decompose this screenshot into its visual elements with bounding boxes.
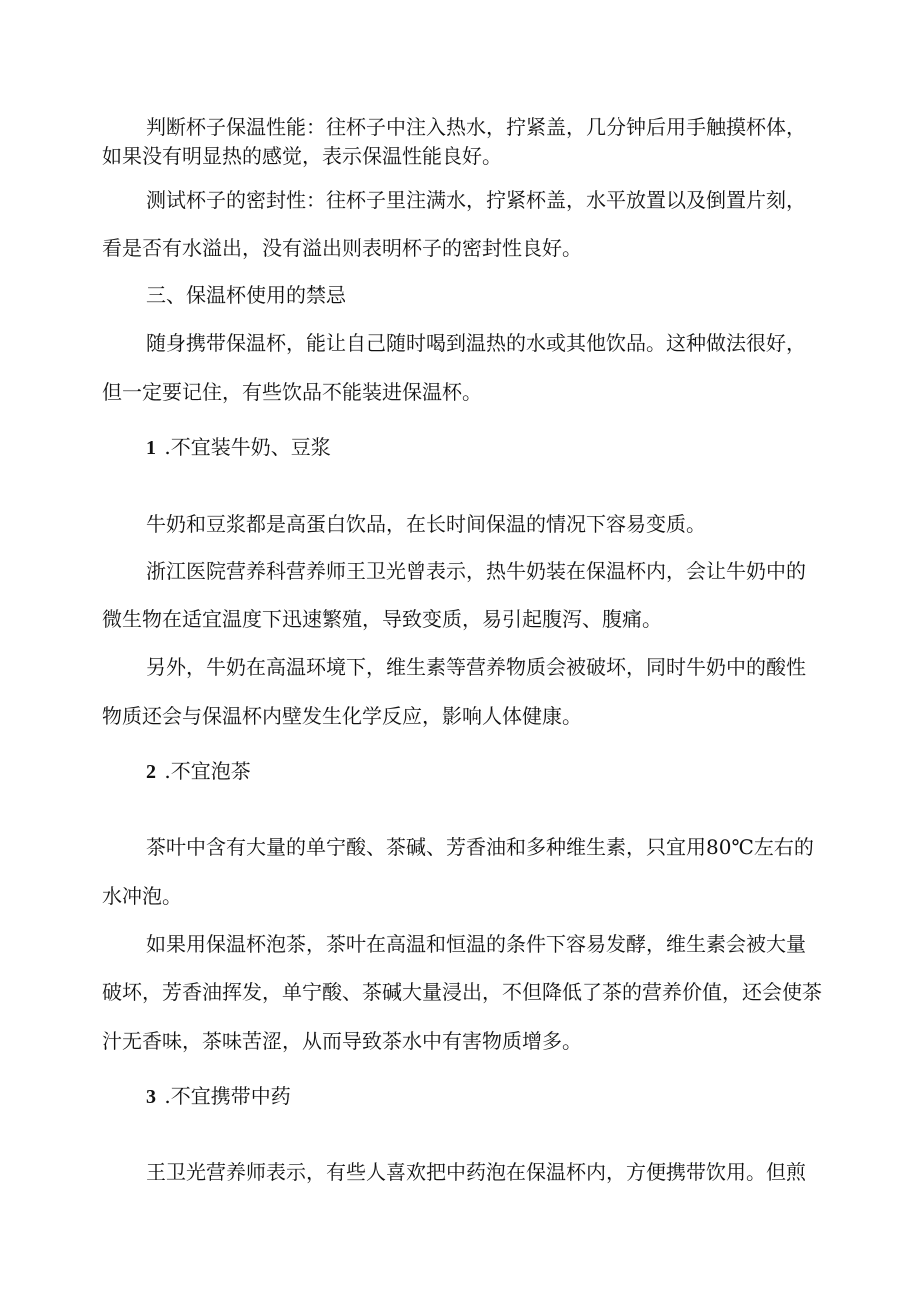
paragraph-tea-1-line-1: 茶叶中含有大量的单宁酸、茶碱、芳香油和多种维生素，只宜用80℃左右的 xyxy=(146,835,814,859)
paragraph-tea-2-line-2: 破坏，芳香油挥发，单宁酸、茶碱大量浸出，不但降低了茶的营养价值，还会使茶 xyxy=(102,980,822,1004)
heading-3-number: 3 xyxy=(146,1086,156,1108)
paragraph-insulation-test-line-1: 判断杯子保温性能：往杯子中注入热水，拧紧盖，几分钟后用手触摸杯体， xyxy=(146,115,806,139)
paragraph-tea-1-line-2: 水冲泡。 xyxy=(102,884,182,908)
paragraph-intro-line-1: 随身携带保温杯，能让自己随时喝到温热的水或其他饮品。这种做法很好， xyxy=(146,331,806,355)
heading-1 xyxy=(146,435,331,460)
paragraph-insulation-test-line-2: 如果没有明显热的感觉，表示保温性能良好。 xyxy=(102,144,502,168)
heading-3-text: .不宜携带中药 xyxy=(164,1084,291,1108)
heading-2 xyxy=(146,759,251,784)
paragraph-milk-2-line-2: 微生物在适宜温度下迅速繁殖，导致变质，易引起腹泻、腹痛。 xyxy=(102,607,662,631)
heading-2-number: 2 xyxy=(146,761,156,783)
heading-1-text: .不宜装牛奶、豆浆 xyxy=(164,435,331,459)
paragraph-milk-2-line-1: 浙江医院营养科营养师王卫光曾表示，热牛奶装在保温杯内，会让牛奶中的 xyxy=(146,559,806,583)
paragraph-milk-3-line-1: 另外，牛奶在高温环境下，维生素等营养物质会被破坏，同时牛奶中的酸性 xyxy=(146,655,806,679)
paragraph-seal-test-line-2: 看是否有水溢出，没有溢出则表明杯子的密封性良好。 xyxy=(102,236,582,260)
heading-3 xyxy=(146,1084,291,1109)
heading-2-text: .不宜泡茶 xyxy=(164,759,251,783)
section-title: 三、保温杯使用的禁忌 xyxy=(146,283,346,307)
paragraph-intro-line-2: 但一定要记住，有些饮品不能装进保温杯。 xyxy=(102,380,482,404)
paragraph-tea-2-line-3: 汁无香味，茶味苦涩，从而导致茶水中有害物质增多。 xyxy=(102,1029,582,1053)
paragraph-tea-2-line-1: 如果用保温杯泡茶，茶叶在高温和恒温的条件下容易发酵，维生素会被大量 xyxy=(146,932,806,956)
paragraph-seal-test-line-1: 测试杯子的密封性：往杯子里注满水，拧紧杯盖，水平放置以及倒置片刻， xyxy=(146,188,806,212)
paragraph-medicine-1-line-1: 王卫光营养师表示，有些人喜欢把中药泡在保温杯内，方便携带饮用。但煎 xyxy=(146,1160,806,1184)
paragraph-milk-1: 牛奶和豆浆都是高蛋白饮品，在长时间保温的情况下容易变质。 xyxy=(146,512,706,536)
paragraph-milk-3-line-2: 物质还会与保温杯内壁发生化学反应，影响人体健康。 xyxy=(102,704,582,728)
heading-1-number: 1 xyxy=(146,437,156,459)
